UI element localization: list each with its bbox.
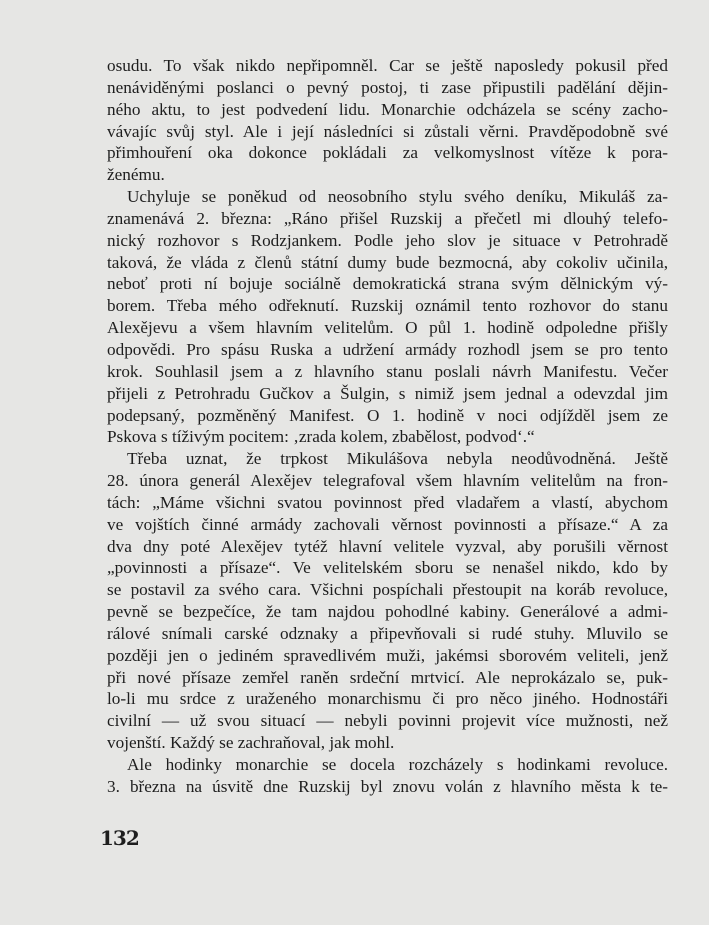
text-line: neboť proti ní bojuje sociálně demokratická strana svým dělnickým vý- (107, 274, 668, 294)
text-line: znamenává 2. března: „Ráno přišel Ruzskij a přečetl mi dlouhý telefo- (107, 208, 668, 228)
text-line: ného aktu, to jest podvedení lidu. Monarchie odcházela se scény zacho- (107, 99, 668, 119)
text-line: Uchyluje se poněkud od neosobního stylu svého deníku, Mikuláš za- (127, 187, 668, 207)
text-line: krok. Souhlasil jsem a z hlavního stanu poslali návrh Manifestu. Večer (107, 361, 668, 381)
text-line: se postavil za svého cara. Všichni pospíchali přestoupit na koráb revoluce, (107, 580, 668, 600)
text-line: Ale hodinky monarchie se docela rozcházely s hodinkami revoluce. (127, 755, 668, 774)
text-line: vávajíc svůj styl. Ale i její následníci si zůstali věrni. Pravděpodobně své (107, 121, 668, 141)
text-line: 3. března na úsvitě dne Ruzskij byl znovu volán z hlavního města k te- (107, 776, 668, 796)
text-line: tách: „Máme všichni svatou povinnost před vladařem a vlastí, abychom (107, 492, 668, 512)
text-line: přijeli z Petrohradu Gučkov a Šulgin, s nimiž jsem jednal a odevzdal jim (107, 383, 668, 403)
text-line: Alexějevu a všem hlavním velitelům. O půl 1. hodině odpoledne přišly (107, 318, 668, 338)
text-line: nický rozhovor s Rodzjankem. Podle jeho slov je situace v Petrohradě (107, 230, 668, 250)
text-line: odpovědi. Pro spásu Ruska a udržení armády rozhodl jsem se pro tento (107, 339, 668, 359)
text-line: později jen o jediném spravedlivém muži, jakémsi sborovém veliteli, jenž (107, 645, 668, 665)
text-line: Třeba uznat, že trpkost Mikulášova nebyla neodůvodněná. Ještě (127, 449, 668, 469)
text-line: Pskova s tíživým pocitem: ‚zrada kolem, zbabělost, podvod‘.“ (107, 427, 535, 447)
text-line: osudu. To však nikdo nepřipomněl. Car se ještě naposledy pokusil před (107, 56, 668, 75)
text-line: vojenští. Každý se zachraňoval, jak mohl. (107, 733, 395, 753)
text-line: borem. Třeba mého odřeknutí. Ruzskij oznámil tento rozhovor do stanu (107, 296, 668, 316)
text-line: při nové přísaze zemřel raněn srdeční mrtvicí. Ale neprokázalo se, puk- (107, 667, 668, 687)
text-line: přimhouření oka dokonce pokládali za velkomyslnost vítěze k pora- (107, 143, 668, 163)
body-text (107, 55, 668, 798)
text-line: pevně se bezpečíce, že tam najdou pohodlné kabiny. Generálové a admi- (107, 602, 668, 622)
text-line: dva dny poté Alexějev tytéž hlavní velitele vyzval, aby porušili věrnost (107, 536, 668, 556)
text-line: ženému. (107, 165, 165, 185)
text-line: taková, že vláda z členů státní dumy bude bezmocná, aby cokoliv učinila, (107, 252, 668, 272)
text-line: „povinnosti a přísaze“. Ve velitelském sboru se nenašel nikdo, kdo by (107, 558, 668, 578)
text-line: nenáviděnými poslanci o pevný postoj, ti zase připustili padělání dějin- (107, 77, 668, 97)
text-line: civilní — už svou situací — nebyli povinni projevit více mužnosti, než (107, 711, 668, 731)
text-line: lo-li mu srdce z uraženého monarchismu či pro něco jiného. Hodnostáři (107, 689, 668, 709)
text-line: 28. února generál Alexějev telegrafoval všem hlavním velitelům na fron- (107, 471, 668, 491)
text-line: ve vojštích činné armády zachovali věrnost povinnosti a přísaze.“ A za (107, 514, 668, 534)
page-number: 132 (100, 826, 139, 850)
text-line: rálové snímali carské odznaky a připevňovali si rudé stuhy. Mluvilo se (107, 623, 668, 643)
text-line: podepsaný, pozměněný Manifest. O 1. hodině v noci odjížděl jsem ze (107, 405, 668, 425)
